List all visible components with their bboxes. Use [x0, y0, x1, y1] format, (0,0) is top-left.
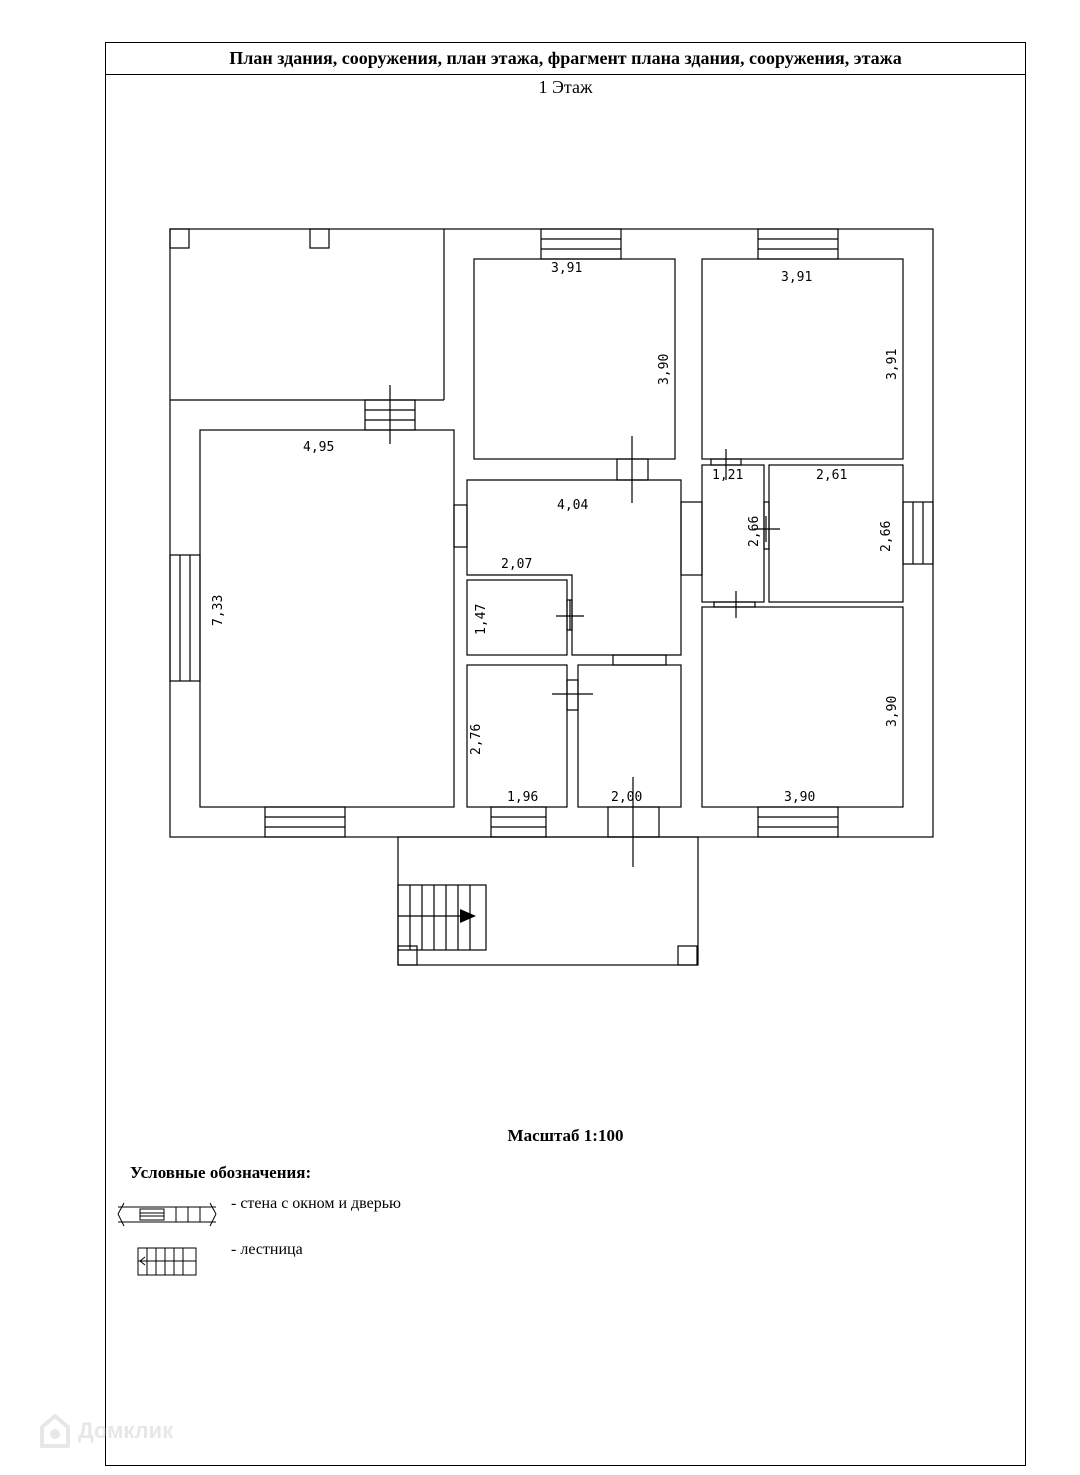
dim-corridor-h: 2,66: [747, 515, 762, 547]
staircase-icon: [138, 1248, 196, 1275]
window-right: [903, 502, 933, 564]
window-top-2: [758, 229, 838, 259]
room-bottom-middle: [578, 665, 681, 807]
dim-room-large-w: 4,95: [303, 440, 335, 455]
window-top-1: [541, 229, 621, 259]
room-large: [200, 430, 454, 807]
door-opening: [613, 655, 666, 665]
sheet-title: План здания, сооружения, план этажа, фрагмент плана здания, сооружения, этажа: [106, 43, 1025, 75]
building-outline: [170, 229, 933, 837]
dim-bath-h: 2,66: [879, 520, 894, 552]
porch: [398, 837, 698, 965]
dim-room-bottom-left-h: 2,76: [469, 723, 484, 755]
legend-title: Условные обозначения:: [130, 1163, 312, 1182]
house-logo-icon: [38, 1413, 72, 1449]
column-marker: [398, 946, 417, 965]
door-opening: [681, 502, 702, 575]
window-bottom-1: [265, 807, 345, 837]
door-opening: [567, 680, 578, 710]
room-bottom-right: [702, 607, 903, 807]
watermark: [38, 1413, 173, 1449]
window-left: [170, 555, 200, 681]
wall-window-door-icon: [118, 1203, 216, 1226]
door-opening: [714, 602, 755, 607]
dim-room-bottom-right-h: 3,90: [885, 695, 900, 727]
floor-label: 1 Этаж: [538, 77, 593, 97]
dim-small-room-h: 1,47: [474, 603, 489, 635]
dim-room-bottom-right-w: 3,90: [784, 790, 816, 805]
room-top-right: [702, 259, 903, 459]
window-bottom-2: [491, 807, 546, 837]
legend-item-stairs: - лестница: [231, 1241, 303, 1258]
door-opening: [454, 505, 467, 547]
dim-room-bottom-middle-w: 2,00: [611, 790, 643, 805]
dim-bath-w: 2,61: [816, 468, 848, 483]
scale-label: Масштаб 1:100: [507, 1126, 624, 1145]
watermark-text: Домклик: [78, 1418, 174, 1443]
dim-room-top-middle-h: 3,90: [657, 353, 672, 385]
room-top-middle: [474, 259, 675, 459]
dim-room-top-middle-w: 3,91: [551, 261, 583, 276]
dim-corridor-w: 1,21: [712, 468, 744, 483]
column-marker: [678, 946, 697, 965]
column-marker: [310, 229, 329, 248]
dim-room-bottom-left-w: 1,96: [507, 790, 539, 805]
stairs-arrow-icon: [460, 909, 476, 923]
dim-hall-w: 4,04: [557, 498, 589, 513]
legend-item-wall: - стена с окном и дверью: [231, 1195, 401, 1212]
dim-hall-sub-w: 2,07: [501, 557, 533, 572]
window-bottom-3: [758, 807, 838, 837]
dim-room-top-right-w: 3,91: [781, 270, 813, 285]
column-marker: [170, 229, 189, 248]
staircase: [398, 885, 486, 950]
dim-room-large-h: 7,33: [211, 594, 226, 626]
dim-room-top-right-h: 3,91: [885, 348, 900, 380]
